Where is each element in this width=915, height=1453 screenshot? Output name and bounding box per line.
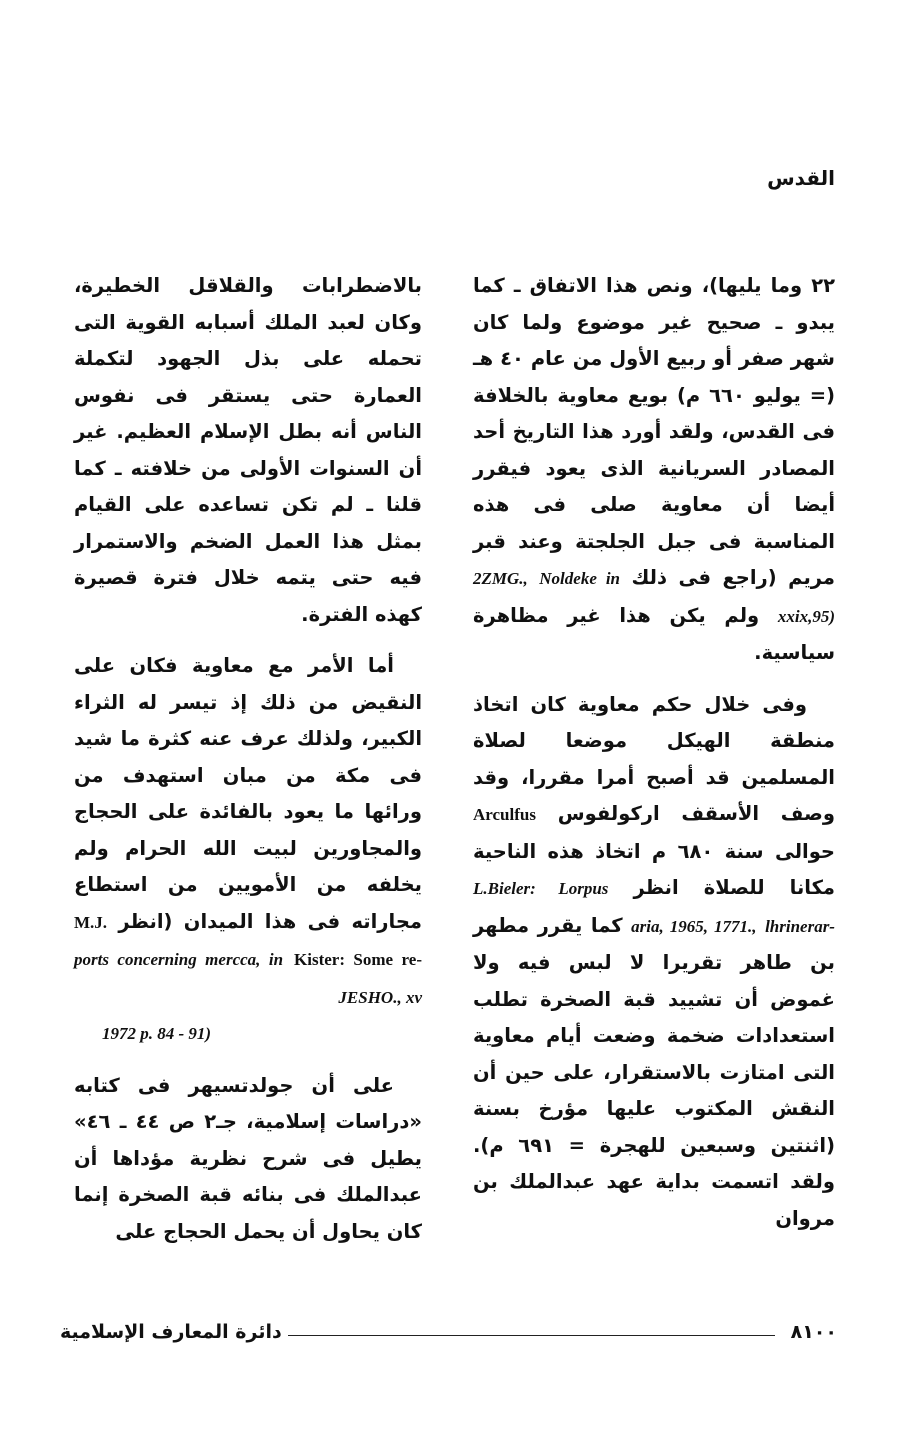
citation-latin: Noldeke in — [539, 569, 621, 588]
page-footer — [60, 1321, 837, 1351]
paragraph-text: كما يقرر مطهر بن طاهر تقريرا لا لبس فيه ولا غموض أن تشييد قبة الصخرة تطلب استعدادات ضخمة وضعت أيام معاوية التى امتازت بالاستقرار، على حين أن النقش المكتوب عليها مؤرخ بسنة (اثنتين وسبعين للهجرة = ٦٩١ م). ولقد اتسمت بداية عهد عبدالملك بن مروان — [473, 913, 836, 1230]
citation-latin: L.Bieler: Lorpus lhrinerar- — [473, 879, 835, 936]
left-column — [74, 268, 422, 1250]
citation-latin: M.J. Kister: Some re- — [74, 912, 422, 969]
paragraph-text: وفى خلال حكم معاوية كان اتخاذ منطقة الهيكل موضعا لصلاة المسلمين قد أصبح أمرا مقررا، وقد وصف الأسقف اركولفوس — [473, 692, 835, 825]
paragraph — [473, 268, 835, 672]
paragraph — [473, 687, 835, 1238]
footer-journal-title: دائرة المعارف الإسلامية — [60, 1321, 288, 1343]
citation-latin: ports concerning mercca, in JESHO., xv — [74, 950, 422, 1007]
paragraph-text: ولم يكن هذا غير مظاهرة سياسية. — [473, 603, 835, 664]
paragraph-text: بالاضطرابات والقلاقل الخطيرة، وكان لعبد الملك أسبابه القوية التى تحمله على بذل الجهود لتكملة العمارة حتى يستقر فى نفوس الناس أنه بطل الإسلام العظيم. غير أن السنوات الأولى من خلافته ـ كما قلنا ـ لم تكن تساعده على القيام بمثل هذا العمل الضخم والاستمرار فيه حتى يتمه خلال فترة قصيرة كهذه الفترة. — [74, 274, 422, 626]
paragraph — [74, 1068, 422, 1251]
paragraph-text: حوالى سنة ٦٨٠ م اتخاذ هذه الناحية مكانا للصلاة انظر — [473, 839, 835, 899]
citation-latin: 2ZMG., xxix,95) — [473, 569, 835, 626]
citation-latin-end: 1972 p. 84 - 91) — [102, 1024, 212, 1043]
footer-rule — [282, 1335, 775, 1336]
page-header-title: القدس — [767, 166, 835, 190]
citation-latin: Arculfus — [473, 805, 536, 824]
paragraph — [74, 268, 422, 633]
right-column — [473, 268, 835, 1237]
paragraph — [74, 648, 422, 1053]
paragraph-text: على أن جولدتسيهر فى كتابه «دراسات إسلامية، جـ٢ ص ٤٤ ـ ٤٦» يطيل فى شرح نظرية مؤداها أن عبدالملك فى بنائه قبة الصخرة إنما كان يحاول أن يحمل الحجاج على — [74, 1073, 422, 1243]
citation-latin: aria, 1965, 1771., — [631, 916, 757, 936]
paragraph-text: أما الأمر مع معاوية فكان على النقيض من ذلك إذ تيسر له الثراء الكبير، ولذلك عرف عنه كثرة ما شيد فى مكة من مبان استهدف من ورائها ما يعود بالفائدة على الحجاج والمجاورين لبيت الله الحرام ولم يخلفه من الأمويين من استطاع مجاراته فى هذا الميدان (انظر — [74, 654, 422, 933]
footer-page-number: ٨١٠٠ — [785, 1321, 837, 1343]
paragraph-text: ٢٢ وما يليها)، ونص هذا الاتفاق ـ كما يبدو ـ صحيح غير موضوع ولما كان شهر صفر أو ربيع الأول من عام ٤٠ هـ (= يوليو ٦٦٠ م) بويع معاوية بالخلافة فى القدس، ولقد أورد هذا التاريخ أحد المصادر السريانية الذى يعود فيقرر أيضا أن معاوية صلى فى هذه المناسبة فى جبل الجلجتة وعند قبر مريم (راجع فى ذلك — [473, 274, 835, 589]
